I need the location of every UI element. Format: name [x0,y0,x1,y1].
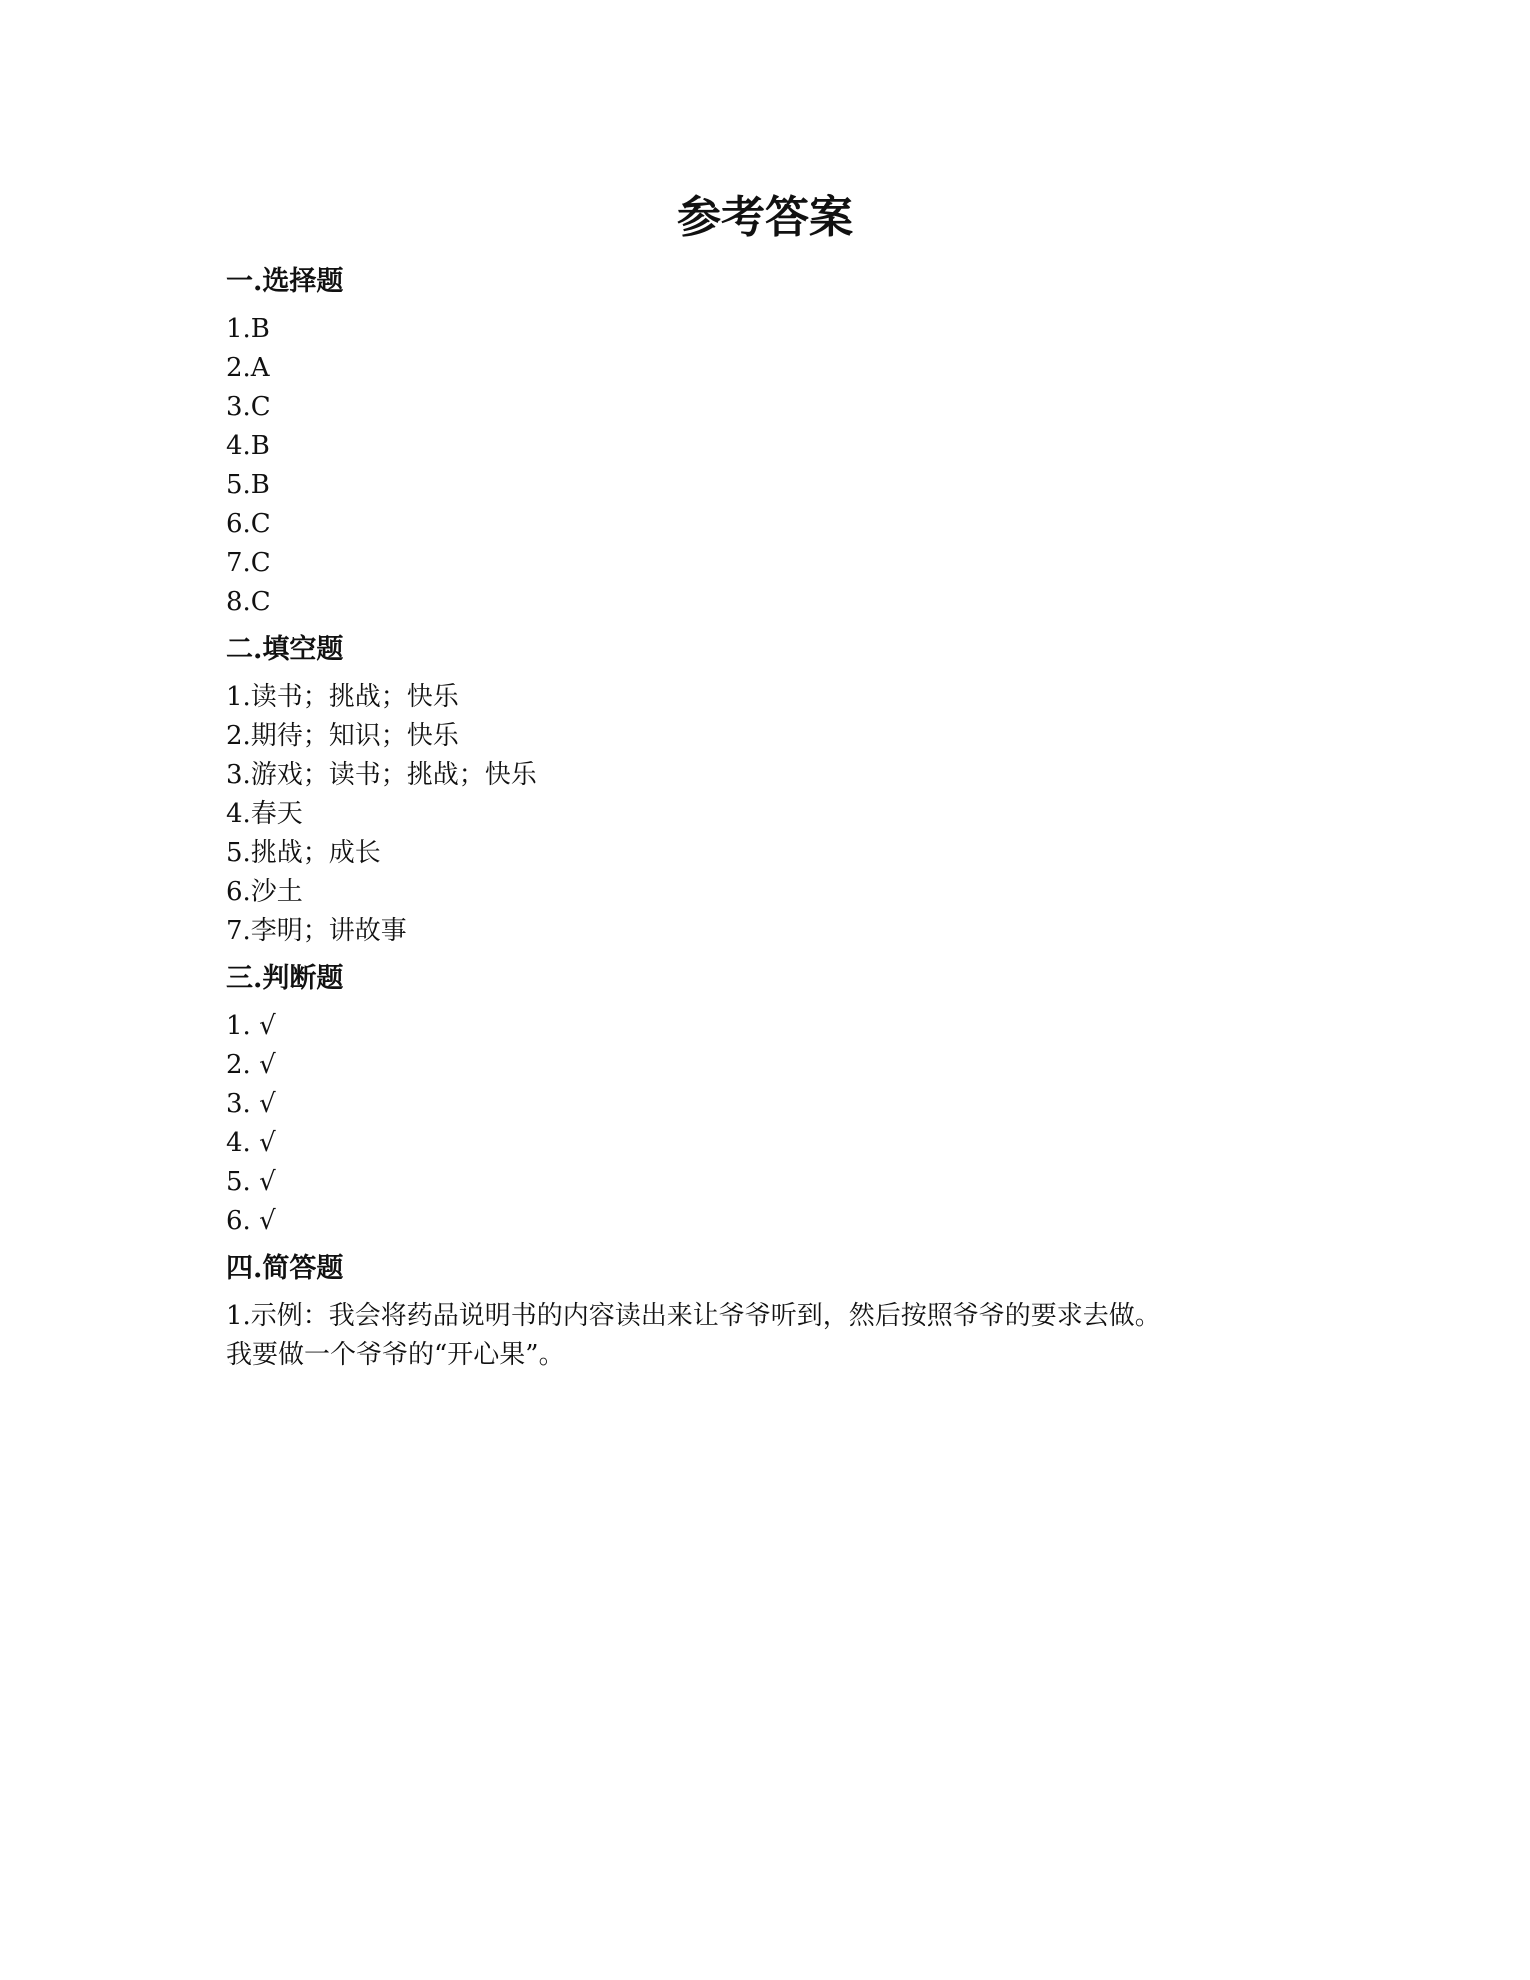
answer-item: 4.B [226,431,270,461]
section-short-answer [226,1245,1336,1375]
answer-item: 7.C [226,548,271,578]
page-title: 参考答案 [677,192,853,243]
section-heading-fill-in: 二.填空题 [226,634,344,665]
answer-item: 3.游戏；读书；挑战；快乐 [226,760,537,790]
answer-item: 8.C [226,587,271,617]
answer-item: 1.示例：我会将药品说明书的内容读出来让爷爷听到，然后按照爷爷的要求去做。 [226,1301,1161,1331]
section-heading-choice: 一.选择题 [226,266,344,297]
answer-item: 6.C [226,509,271,539]
answer-list-fill-in [226,678,1336,951]
section-fill-in [226,626,1336,951]
answer-item: 6.沙土 [226,877,303,907]
answer-item: 3. √ [226,1089,276,1119]
section-heading-true-false: 三.判断题 [226,963,344,994]
answer-item: 1.读书；挑战；快乐 [226,682,459,712]
answer-list-choice [226,310,1336,622]
answer-item: 6. √ [226,1206,276,1236]
answer-list-short-answer [226,1297,1336,1375]
answer-item: 5.B [226,470,270,500]
answer-item: 5. √ [226,1167,276,1197]
section-choice [226,258,1336,622]
answer-item: 1. √ [226,1011,276,1041]
answer-content [226,258,1336,1379]
answer-item: 1.B [226,314,270,344]
answer-item: 2.期待；知识；快乐 [226,721,459,751]
answer-item: 2.A [226,353,270,383]
section-true-false [226,955,1336,1241]
answer-list-true-false [226,1007,1336,1241]
answer-item: 7.李明；讲故事 [226,916,407,946]
answer-item: 5.挑战；成长 [226,838,381,868]
answer-item: 4. √ [226,1128,276,1158]
answer-item: 我要做一个爷爷的“开心果”。 [226,1340,565,1370]
answer-item: 3.C [226,392,271,422]
section-heading-short-answer: 四.简答题 [226,1253,344,1284]
answer-item: 4.春天 [226,799,303,829]
answer-item: 2. √ [226,1050,276,1080]
